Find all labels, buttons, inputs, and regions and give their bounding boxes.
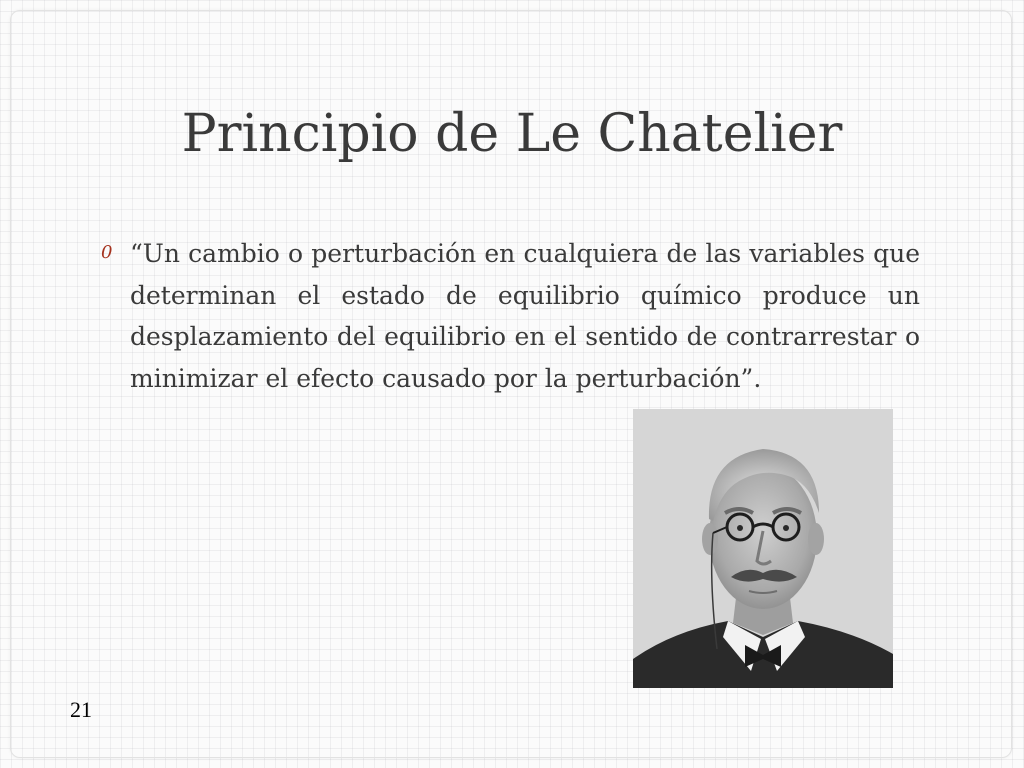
slide-number: 21 [70,697,92,722]
bullet-marker: 0 [101,242,113,263]
slide-title: Principio de Le Chatelier [181,104,843,164]
portrait-photo [633,409,893,688]
quote-text: “Un cambio o perturbación en cualquiera de las variables que determinan el estado de equilibrio químico produce un desplazamiento del equilibrio en el sentido de contrarrestar o minimizar el efecto causado por la perturbación”. [130,239,920,393]
